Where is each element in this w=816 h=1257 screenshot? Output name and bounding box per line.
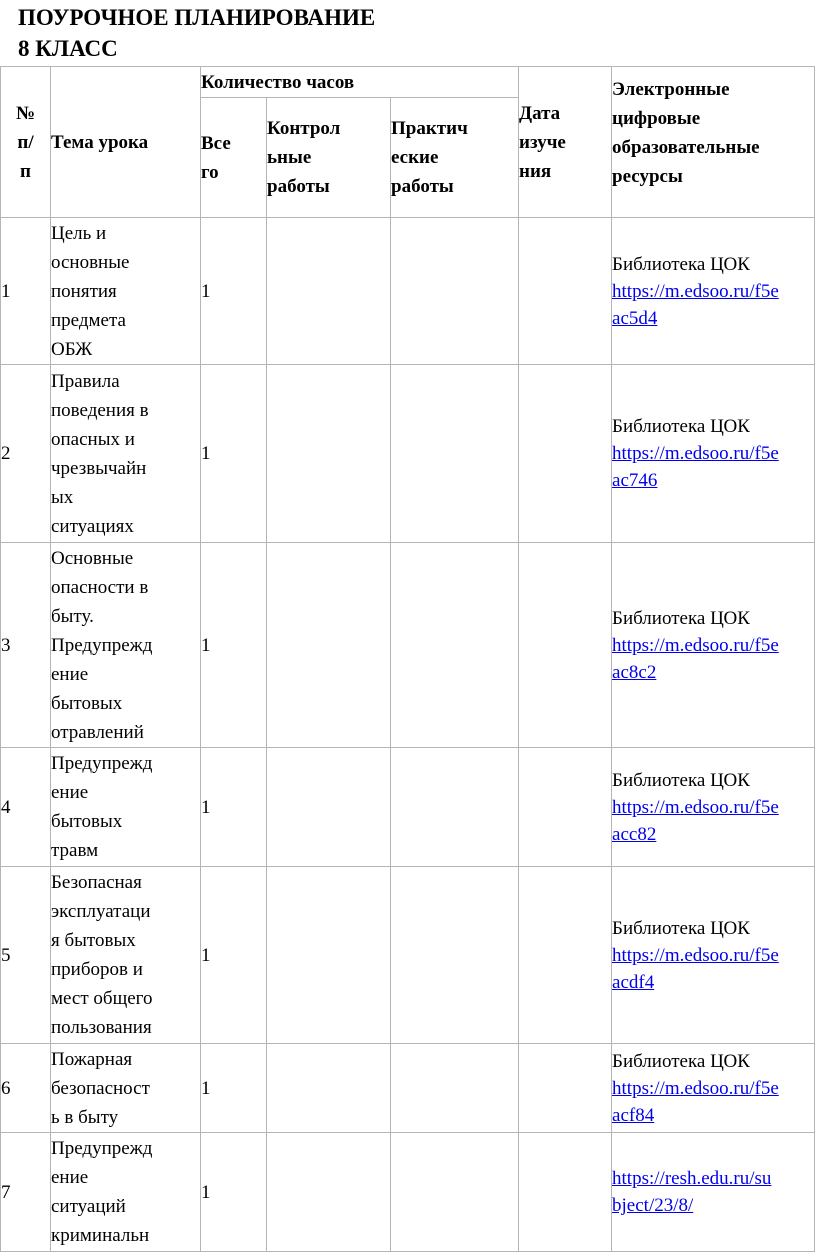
row-number: 5: [1, 867, 51, 1044]
row-control: [267, 543, 391, 748]
row-topic: Пожарная безопасност ь в быту: [51, 1044, 201, 1133]
resource-label: Библиотека ЦОК: [612, 253, 750, 275]
row-total: 1: [201, 218, 267, 365]
table-row: [1, 748, 815, 867]
table-row: [1, 867, 815, 1044]
col-header-resources: Электронные цифровые образовательные ресурсы: [612, 67, 815, 218]
row-practical: [391, 543, 519, 748]
row-total: 1: [201, 867, 267, 1044]
row-total: 1: [201, 1133, 267, 1252]
row-number: 3: [1, 543, 51, 748]
col-header-date: Дата изуче ния: [519, 67, 612, 218]
resource-link[interactable]: https://m.edsoo.ru/f5e acdf4: [612, 944, 779, 993]
row-control: [267, 365, 391, 543]
row-topic: Предупрежд ение бытовых травм: [51, 748, 201, 867]
row-resources: [612, 218, 815, 365]
table-row: [1, 365, 815, 543]
row-date: [519, 748, 612, 867]
row-date: [519, 867, 612, 1044]
row-control: [267, 748, 391, 867]
row-date: [519, 1133, 612, 1252]
row-control: [267, 1044, 391, 1133]
row-resources: [612, 543, 815, 748]
resource-link[interactable]: https://m.edsoo.ru/f5e acc82: [612, 796, 779, 845]
lesson-plan-table: [0, 66, 815, 1252]
col-header-num: № п/п: [1, 67, 51, 218]
resource-label: Библиотека ЦОК: [612, 917, 750, 939]
row-practical: [391, 1133, 519, 1252]
resource-link[interactable]: https://m.edsoo.ru/f5e acf84: [612, 1077, 779, 1126]
resource-label: Библиотека ЦОК: [612, 416, 750, 437]
row-topic: Цель и основные понятия предмета ОБЖ: [51, 218, 201, 365]
row-practical: [391, 218, 519, 365]
row-practical: [391, 1044, 519, 1133]
row-topic: Предупрежд ение ситуаций криминальн: [51, 1133, 201, 1252]
row-topic: Основные опасности в быту. Предупрежд ение бытовых отравлений: [51, 543, 201, 748]
page-subtitle: 8 КЛАСС: [18, 36, 118, 61]
row-date: [519, 365, 612, 543]
table-row: [1, 1044, 815, 1133]
row-date: [519, 1044, 612, 1133]
resource-link[interactable]: https://m.edsoo.ru/f5e ac5d4: [612, 280, 779, 329]
page-title: ПОУРОЧНОЕ ПЛАНИРОВАНИЕ: [18, 5, 376, 30]
row-resources: [612, 867, 815, 1044]
row-control: [267, 218, 391, 365]
resource-link[interactable]: https://m.edsoo.ru/f5e ac746: [612, 443, 779, 491]
row-resources: [612, 748, 815, 867]
row-date: [519, 218, 612, 365]
row-resources: [612, 1133, 815, 1252]
table-row: [1, 1133, 815, 1252]
row-resources: [612, 1044, 815, 1133]
resource-link[interactable]: https://m.edsoo.ru/f5e ac8c2: [612, 634, 779, 683]
row-practical: [391, 867, 519, 1044]
row-total: 1: [201, 1044, 267, 1133]
row-date: [519, 543, 612, 748]
row-resources: [612, 365, 815, 543]
row-practical: [391, 365, 519, 543]
resource-label: Библиотека ЦОК: [612, 1050, 750, 1072]
resource-link[interactable]: https://resh.edu.ru/su bject/23/8/: [612, 1168, 772, 1216]
row-total: 1: [201, 748, 267, 867]
col-header-control: Контрол ьные работы: [267, 98, 391, 218]
row-topic: Правила поведения в опасных и чрезвычайн ых ситуациях: [51, 365, 201, 543]
col-header-topic: Тема урока: [51, 67, 201, 218]
row-number: 6: [1, 1044, 51, 1133]
col-header-practical: Практич еские работы: [391, 98, 519, 218]
row-control: [267, 1133, 391, 1252]
row-topic: Безопасная эксплуатаци я бытовых приборов и мест общего пользования: [51, 867, 201, 1044]
col-header-total: Все го: [201, 98, 267, 218]
row-number: 7: [1, 1133, 51, 1252]
table-row: [1, 543, 815, 748]
resource-label: Библиотека ЦОК: [612, 607, 750, 629]
table-row: [1, 218, 815, 365]
resource-label: Библиотека ЦОК: [612, 769, 750, 791]
row-number: 4: [1, 748, 51, 867]
row-number: 1: [1, 218, 51, 365]
col-header-hours: Количество часов: [201, 67, 519, 98]
row-number: 2: [1, 365, 51, 543]
row-total: 1: [201, 365, 267, 543]
row-total: 1: [201, 543, 267, 748]
row-control: [267, 867, 391, 1044]
row-practical: [391, 748, 519, 867]
